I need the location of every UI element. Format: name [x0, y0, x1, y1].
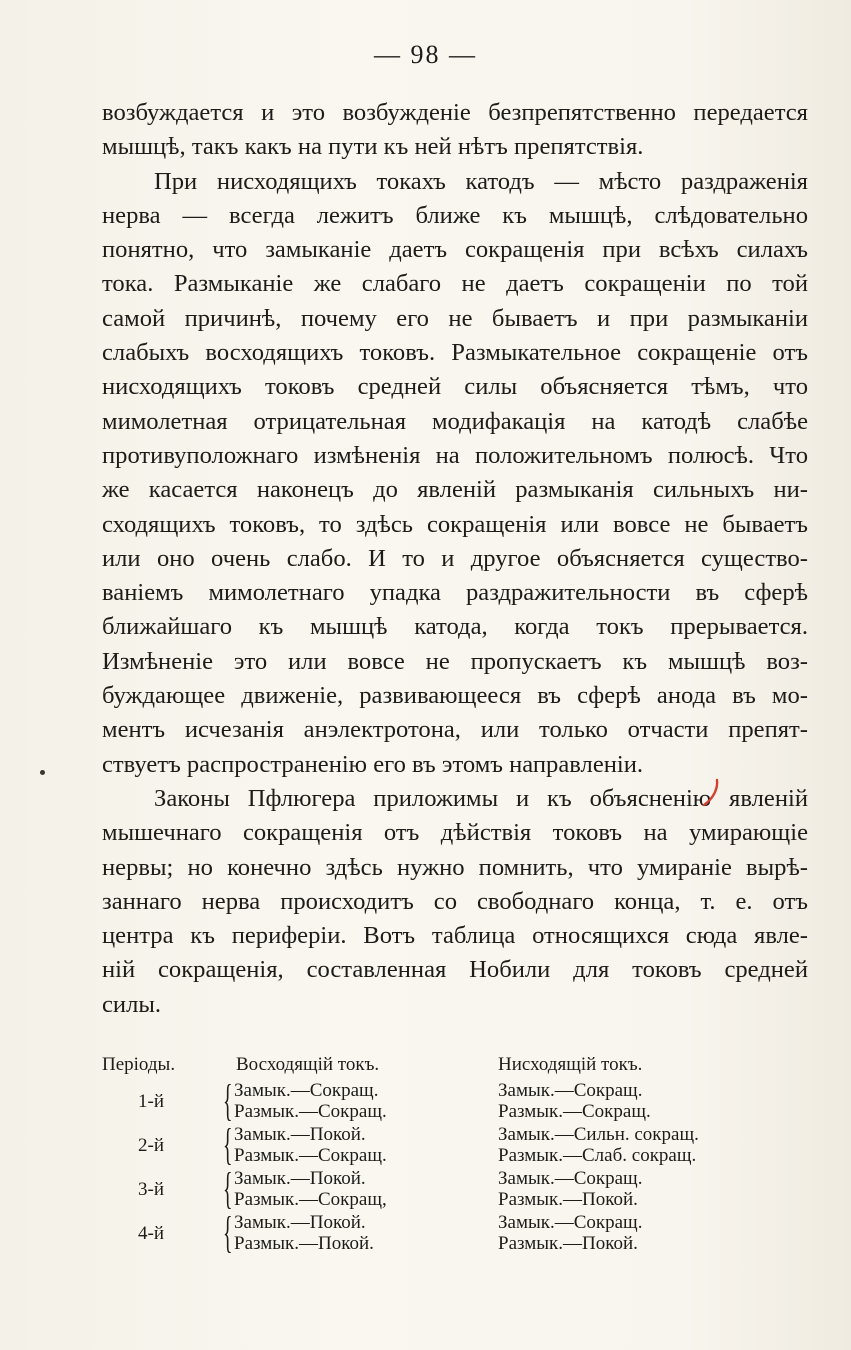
ascending-opening: Размык.—Сокращ.: [234, 1145, 387, 1166]
text-line: тока. Размыканіе же слабаго не даетъ сокращеніи по той: [102, 270, 808, 298]
brace-glyph: {: [223, 1208, 233, 1257]
page-number: — 98 —: [374, 40, 477, 69]
brace-glyph: {: [223, 1120, 233, 1169]
table-row: [102, 1208, 802, 1257]
table-row: [102, 1076, 802, 1125]
text-line: заннаго нерва происходитъ со свободнаго конца, т. е. отъ: [102, 887, 808, 915]
body-text: [102, 96, 808, 1022]
text-line: мимолетная отрицательная модифакація на катодѣ слабѣе: [102, 407, 808, 435]
period-label: 4-й: [138, 1223, 164, 1244]
paragraph: [102, 165, 808, 782]
ascending-opening: Размык.—Сокращ,: [234, 1189, 387, 1210]
text-line: ствуетъ распространенію его въ этомъ направленіи.: [102, 750, 644, 778]
pencil-mark-icon: [700, 778, 730, 808]
descending-closing: Замык.—Сокращ.: [498, 1168, 643, 1189]
ascending-closing: Замык.—Покой.: [234, 1212, 366, 1233]
table-row: [102, 1164, 802, 1213]
table-header: [102, 1054, 802, 1080]
paragraph: [102, 96, 808, 165]
header-ascending-current: Восходящій токъ.: [236, 1054, 380, 1075]
text-line: буждающее движеніе, развивающееся въ сферѣ анода въ мо-: [102, 682, 808, 710]
text-line: ментъ исчезанія анэлектротона, или только отчасти препят-: [102, 716, 808, 744]
text-line: Измѣненіе это или вовсе не пропускаетъ къ мышцѣ воз-: [102, 647, 808, 675]
text-line: При нисходящихъ токахъ катодъ — мѣсто раздраженія: [154, 167, 808, 195]
text-line: противуположнаго измѣненія на положительномъ полюсѣ. Что: [102, 441, 808, 469]
period-label: 1-й: [138, 1091, 164, 1112]
text-line: самой причинѣ, почему его не бываетъ и при размыканіи: [102, 304, 808, 332]
text-line: нисходящихъ токовъ средней силы объясняется тѣмъ, что: [102, 373, 808, 401]
paragraph: [102, 782, 808, 1022]
brace-glyph: {: [223, 1076, 233, 1125]
descending-opening: Размык.—Слаб. сокращ.: [498, 1145, 697, 1166]
text-line: сходящихъ токовъ, то здѣсь сокращенія или вовсе не бываетъ: [102, 510, 808, 538]
text-line: нервы; но конечно здѣсь нужно помнить, что умираніе вырѣ-: [102, 853, 808, 881]
descending-closing: Замык.—Сокращ.: [498, 1080, 643, 1101]
margin-dot: [40, 770, 45, 775]
ascending-closing: Замык.—Покой.: [234, 1168, 366, 1189]
text-line: мышцѣ, такъ какъ на пути къ ней нѣтъ препятствія.: [102, 133, 644, 161]
text-line: возбуждается и это возбужденіе безпрепятственно передается: [102, 99, 808, 126]
header-descending-current: Нисходящій токъ.: [498, 1054, 643, 1075]
ascending-opening: Размык.—Сокращ.: [234, 1101, 387, 1122]
text-line: или оно очень слабо. И то и другое объясняется существо-: [102, 544, 808, 572]
nobili-table: [102, 1054, 802, 1256]
ascending-closing: Замык.—Сокращ.: [234, 1080, 379, 1101]
text-line: понятно, что замыканіе даетъ сокращенія при всѣхъ силахъ: [102, 236, 808, 264]
text-line: центра къ периферіи. Вотъ таблица относящихся сюда явле-: [102, 922, 808, 950]
text-line: мышечнаго сокращенія отъ дѣйствія токовъ на умирающіе: [102, 819, 808, 847]
text-line: ближайшаго къ мышцѣ катода, когда токъ прерывается.: [102, 613, 808, 641]
descending-closing: Замык.—Сокращ.: [498, 1212, 643, 1233]
header-periods: Періоды.: [102, 1054, 176, 1075]
brace-glyph: {: [223, 1164, 233, 1213]
period-label: 3-й: [138, 1179, 164, 1200]
text-line: ваніемъ мимолетнаго упадка раздражительности въ сферѣ: [102, 579, 808, 607]
ascending-opening: Размык.—Покой.: [234, 1233, 374, 1254]
text-line: нерва — всегда лежитъ ближе къ мышцѣ, слѣдовательно: [102, 201, 808, 229]
text-line: же касается наконецъ до явленій размыканія сильныхъ ни-: [102, 476, 808, 504]
text-line: Законы Пфлюгера приложимы и къ объясненію явленій: [154, 784, 808, 812]
descending-opening: Размык.—Покой.: [498, 1189, 638, 1210]
text-line: силы.: [102, 990, 162, 1018]
period-label: 2-й: [138, 1135, 164, 1156]
ascending-closing: Замык.—Покой.: [234, 1124, 366, 1145]
table-row: [102, 1120, 802, 1169]
descending-opening: Размык.—Сокращ.: [498, 1101, 651, 1122]
descending-closing: Замык.—Сильн. сокращ.: [498, 1124, 699, 1145]
text-line: ній сокращенія, составленная Нобили для токовъ средней: [102, 956, 808, 984]
text-line: слабыхъ восходящихъ токовъ. Размыкательное сокращеніе отъ: [102, 339, 808, 367]
descending-opening: Размык.—Покой.: [498, 1233, 638, 1254]
